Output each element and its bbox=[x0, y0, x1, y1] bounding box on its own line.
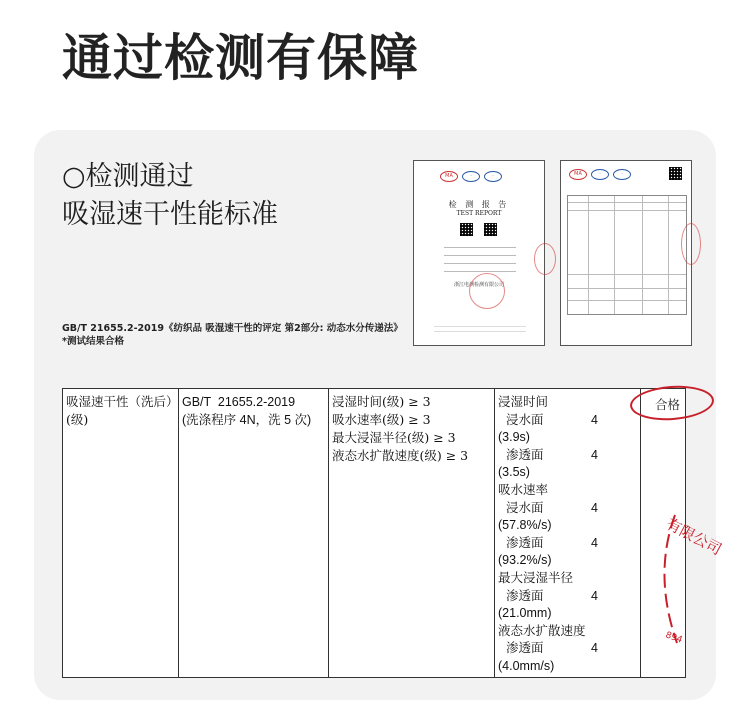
qr-code-icon bbox=[484, 223, 497, 236]
qr-code-icon bbox=[460, 223, 473, 236]
seal-stamp bbox=[534, 243, 556, 275]
result-grade-value: 4 bbox=[591, 447, 598, 462]
report-company: 浙江电测检测有限公司 bbox=[453, 282, 504, 288]
result-line-label: (3.5s) bbox=[498, 465, 530, 480]
cnas-logo-icon: · bbox=[613, 169, 631, 180]
result-line-label: (21.0mm) bbox=[498, 606, 552, 621]
ilac-logo-icon: · bbox=[462, 171, 480, 182]
result-line-label: (57.8%/s) bbox=[498, 518, 552, 533]
result-line-label: 液态水扩散速度 bbox=[498, 622, 586, 638]
result-grade-value: 4 bbox=[591, 588, 598, 603]
red-seal-stamp bbox=[655, 505, 745, 655]
cnas-logo-icon: · bbox=[484, 171, 502, 182]
result-line-label: 浸水面 bbox=[498, 499, 544, 515]
requirement-text: 浸湿时间(级) ≥ 3 吸水速率(级) ≥ 3 最大浸湿半径(级) ≥ 3 液态水扩散速度(级) ≥ 3 bbox=[332, 394, 469, 463]
intro-heading bbox=[62, 158, 278, 234]
report-page-image bbox=[560, 160, 692, 346]
result-line-label: 浸水面 bbox=[498, 411, 544, 427]
test-item-cell bbox=[63, 389, 179, 677]
result-grade-value: 4 bbox=[591, 500, 598, 515]
standard-reference: GB/T 21655.2-2019《纺织品 吸湿速干性的评定 第2部分: 动态水分传递法》 bbox=[62, 323, 403, 334]
result-line-label: 最大浸湿半径 bbox=[498, 570, 574, 585]
seal-stamp bbox=[469, 273, 505, 309]
test-item-text: 吸湿速干性（洗后） (级) bbox=[66, 394, 179, 427]
certification-logos bbox=[440, 171, 502, 182]
result-note: *测试结果合格 bbox=[62, 336, 124, 347]
ma-logo-icon: MA bbox=[440, 171, 458, 182]
requirement-cell bbox=[329, 389, 495, 677]
ma-logo-icon: MA bbox=[569, 169, 587, 180]
certification-logos bbox=[569, 169, 631, 180]
seal-stamp bbox=[681, 223, 701, 265]
report-cover-title: 检 测 报 告 bbox=[448, 200, 510, 209]
result-line-label: (4.0mm/s) bbox=[498, 659, 555, 673]
page-title: 通过检测有保障 bbox=[62, 29, 419, 87]
result-grade-value: 4 bbox=[591, 535, 598, 550]
test-method-text: GB/T 21655.2-2019 (洗涤程序 4N，洗 5 次) bbox=[182, 395, 312, 427]
result-grade-value: 4 bbox=[591, 412, 598, 427]
test-method-cell bbox=[179, 389, 329, 677]
result-line-label: 渗透面 bbox=[498, 587, 544, 603]
result-grade-value: 4 bbox=[591, 641, 598, 656]
report-cover-subtitle: TEST REPORT bbox=[456, 210, 502, 217]
result-line-label: 吸水速率 bbox=[498, 482, 549, 497]
verdict-label: 合格 bbox=[655, 397, 681, 412]
result-line-label: (3.9s) bbox=[498, 430, 530, 445]
intro-line-2: 吸湿速干性能标准 bbox=[62, 199, 278, 230]
stamp-text: 有限公司 bbox=[663, 514, 725, 559]
ilac-logo-icon: · bbox=[591, 169, 609, 180]
intro-line-1: ○检测通过 bbox=[62, 161, 194, 192]
result-line-label: 浸湿时间 bbox=[498, 394, 549, 409]
result-line-label: (93.2%/s) bbox=[498, 553, 552, 568]
result-cell bbox=[495, 389, 641, 677]
report-page-table bbox=[567, 195, 687, 315]
standard-note bbox=[62, 322, 403, 348]
result-line-label: 渗透面 bbox=[498, 640, 544, 656]
stamp-number: 894 bbox=[663, 630, 684, 646]
qr-code-icon bbox=[669, 167, 682, 180]
result-line-label: 渗透面 bbox=[498, 534, 544, 550]
report-cover-image bbox=[413, 160, 545, 346]
test-results-table bbox=[62, 388, 725, 678]
result-line-label: 渗透面 bbox=[498, 446, 544, 462]
